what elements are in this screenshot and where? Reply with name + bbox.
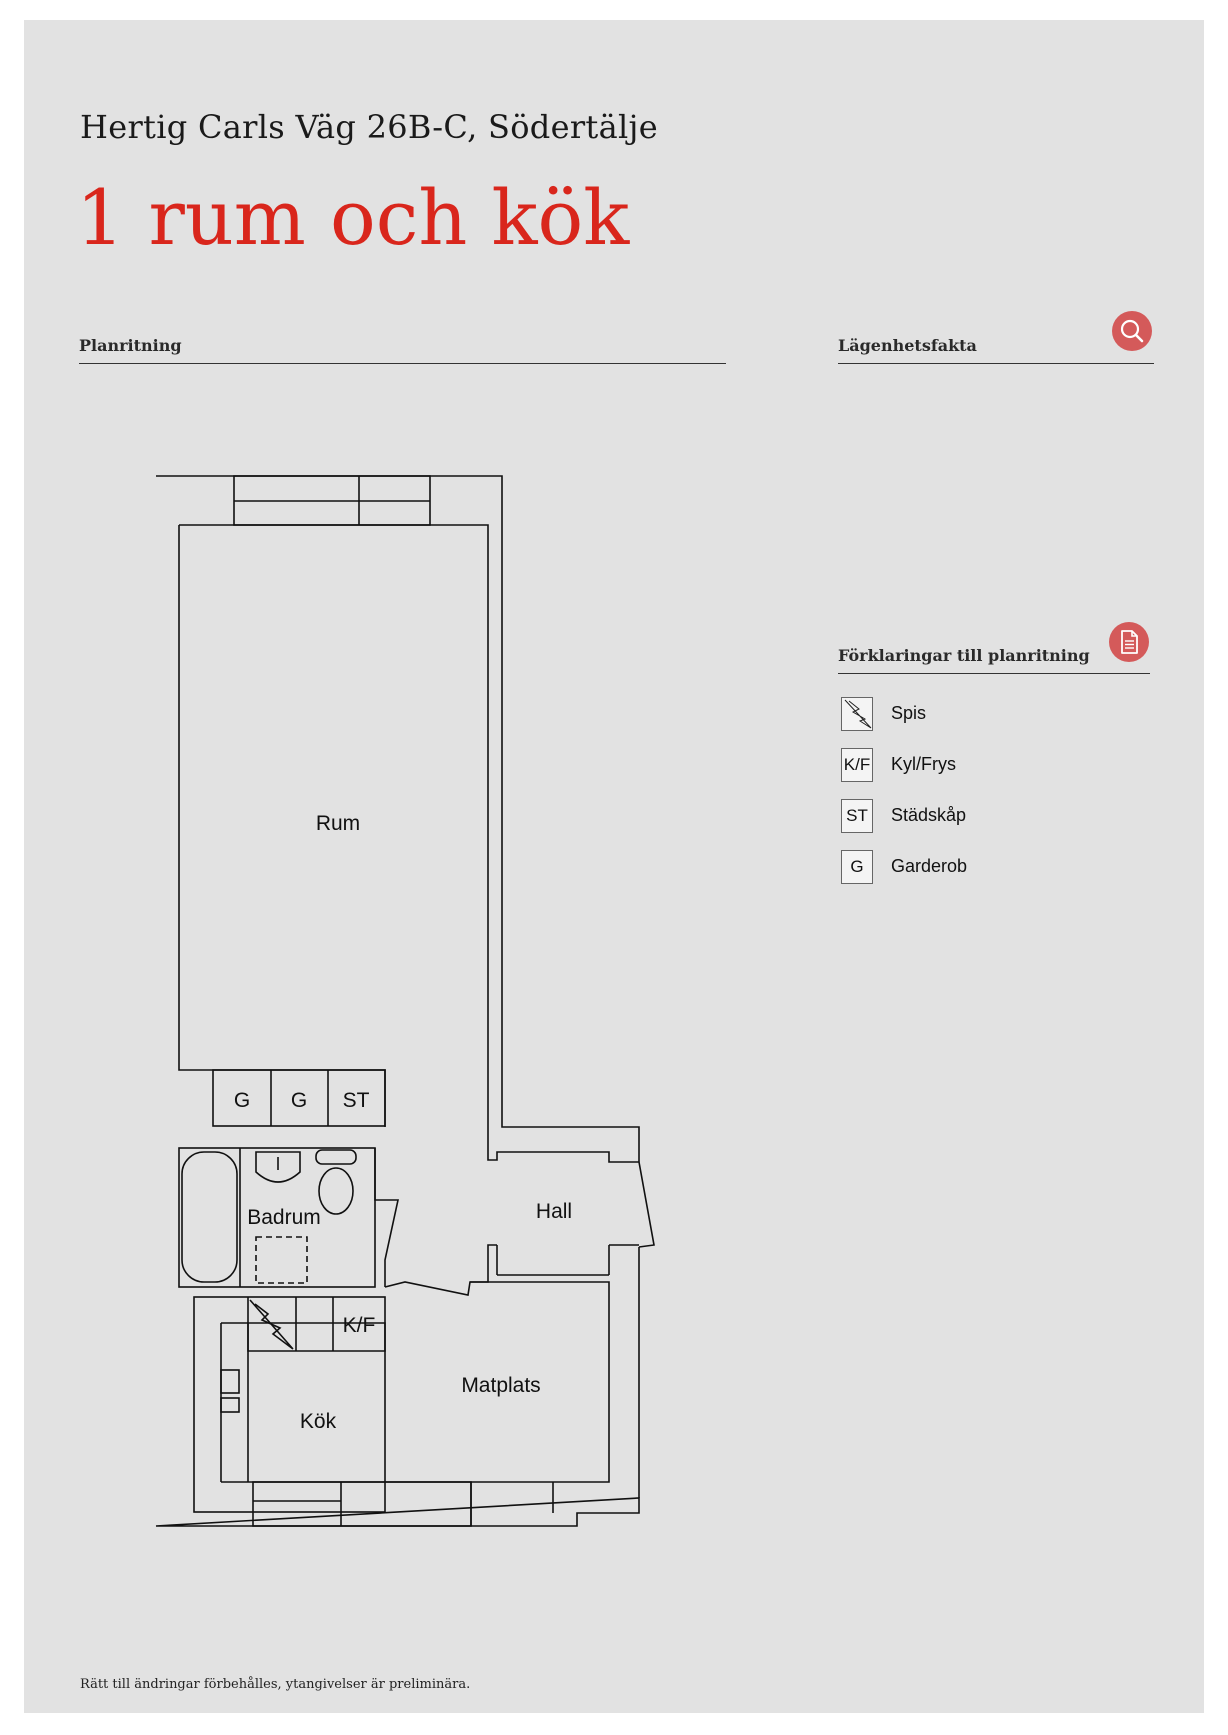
bathtub bbox=[182, 1152, 237, 1282]
legend-heading: Förklaringar till planritning bbox=[838, 646, 1090, 665]
legend-symbol-kf: K/F bbox=[841, 748, 873, 782]
room-label-matplats: Matplats bbox=[461, 1374, 541, 1397]
address-heading: Hertig Carls Väg 26B-C, Södertälje bbox=[80, 108, 658, 146]
stove-symbol bbox=[250, 1300, 293, 1349]
room-label-hall: Hall bbox=[535, 1200, 573, 1223]
apartment-title: 1 rum och kök bbox=[76, 173, 630, 262]
kitchen-fixture-b bbox=[221, 1398, 239, 1412]
rum-right-wall bbox=[179, 525, 639, 1162]
bathroom-door bbox=[375, 1148, 398, 1287]
room-label-rum: Rum bbox=[315, 812, 361, 835]
room-label-badrum: Badrum bbox=[247, 1206, 321, 1229]
window-bottom bbox=[253, 1482, 471, 1526]
balcony-door bbox=[639, 1162, 654, 1247]
outer-wall bbox=[156, 476, 639, 1526]
facts-heading: Lägenhetsfakta bbox=[838, 336, 977, 355]
legend-symbol-g: G bbox=[841, 850, 873, 884]
fixture-label-g2: G bbox=[290, 1089, 308, 1112]
legend-label-kylfrys: Kyl/Frys bbox=[891, 754, 956, 774]
legend-symbol-st: ST bbox=[841, 799, 873, 833]
shower-drain bbox=[256, 1237, 307, 1283]
legend-label-garderob: Garderob bbox=[891, 856, 968, 876]
kitchen-fixture-a bbox=[221, 1370, 239, 1393]
disclaimer: Rätt till ändringar förbehålles, ytangivelser är preliminära. bbox=[80, 1677, 471, 1692]
fixture-label-g1: G bbox=[233, 1089, 251, 1112]
legend-label-stadskap: Städskåp bbox=[891, 805, 967, 825]
hall-door bbox=[385, 1245, 497, 1295]
fixture-label-st: ST bbox=[342, 1089, 370, 1112]
plan-heading: Planritning bbox=[79, 336, 182, 355]
toilet-bowl bbox=[319, 1168, 353, 1214]
fixture-label-kf: K/F bbox=[342, 1314, 376, 1337]
room-label-kok: Kök bbox=[299, 1410, 337, 1433]
toilet-tank bbox=[316, 1150, 356, 1164]
legend-label-spis: Spis bbox=[891, 703, 927, 723]
